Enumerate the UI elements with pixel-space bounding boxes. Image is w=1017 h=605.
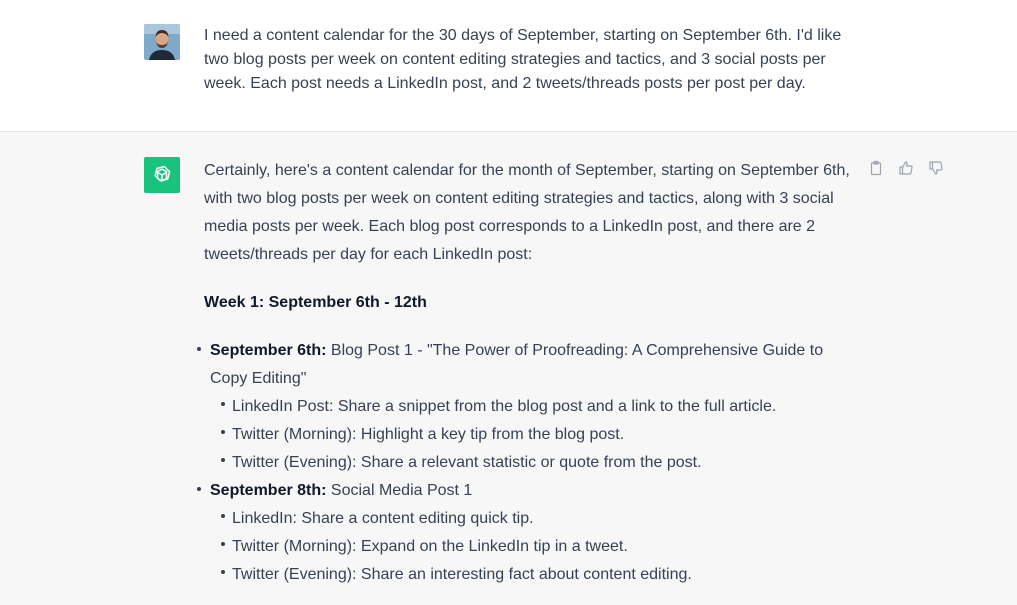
message-actions xyxy=(868,160,944,176)
assistant-intro: Certainly, here's a content calendar for the month of September, starting on September 6th, with two blog posts per week on content editing strategies and tactics, along with 3 social media posts per week. Each blog post corresponds to a LinkedIn post, and there are 2 tweets/threads per day for each LinkedIn post: xyxy=(204,162,850,263)
thumbs-down-icon xyxy=(928,160,944,176)
calendar-subitem: Twitter (Morning): Highlight a key tip from the blog post. xyxy=(232,421,852,449)
calendar-subitem: LinkedIn Post: Share a snippet from the blog post and a link to the full article. xyxy=(232,393,852,421)
openai-logo-icon xyxy=(150,163,174,187)
calendar-item-title: Blog Post 1 - "The Power of Proofreading: A Comprehensive Guide to Copy Editing" xyxy=(210,342,824,387)
calendar-subitem: Twitter (Evening): Share a relevant statistic or quote from the post. xyxy=(232,449,852,477)
thumbs-up-button[interactable] xyxy=(898,160,914,176)
assistant-message-text xyxy=(204,157,852,589)
calendar-item-title: Social Media Post 1 xyxy=(326,482,473,499)
clipboard-icon xyxy=(868,160,884,176)
calendar-item xyxy=(204,337,852,477)
user-avatar xyxy=(144,24,180,60)
calendar-subitem: Twitter (Morning): Expand on the LinkedIn tip in a tweet. xyxy=(232,533,852,561)
copy-button[interactable] xyxy=(868,160,884,176)
calendar-subitems xyxy=(210,505,852,589)
calendar-subitems xyxy=(210,393,852,477)
user-message-row xyxy=(0,0,1017,132)
calendar-list xyxy=(204,337,852,589)
assistant-avatar xyxy=(144,157,180,193)
assistant-message-row xyxy=(0,132,1017,605)
calendar-subitem: Twitter (Evening): Share an interesting fact about content editing. xyxy=(232,561,852,589)
calendar-subitem: LinkedIn: Share a content editing quick tip. xyxy=(232,505,852,533)
thumbs-down-button[interactable] xyxy=(928,160,944,176)
calendar-item-date: September 6th: xyxy=(210,342,327,359)
user-message-text: I need a content calendar for the 30 days of September, starting on September 6th. I'd like two blog posts per week on content editing strategies and tactics, and 3 social posts per week. Each post needs a LinkedIn post, and 2 tweets/threads posts per post per day. xyxy=(204,27,842,92)
week-heading: Week 1: September 6th - 12th xyxy=(204,294,427,311)
calendar-item-date: September 8th: xyxy=(210,482,327,499)
calendar-item xyxy=(204,477,852,589)
thumbs-up-icon xyxy=(898,160,914,176)
